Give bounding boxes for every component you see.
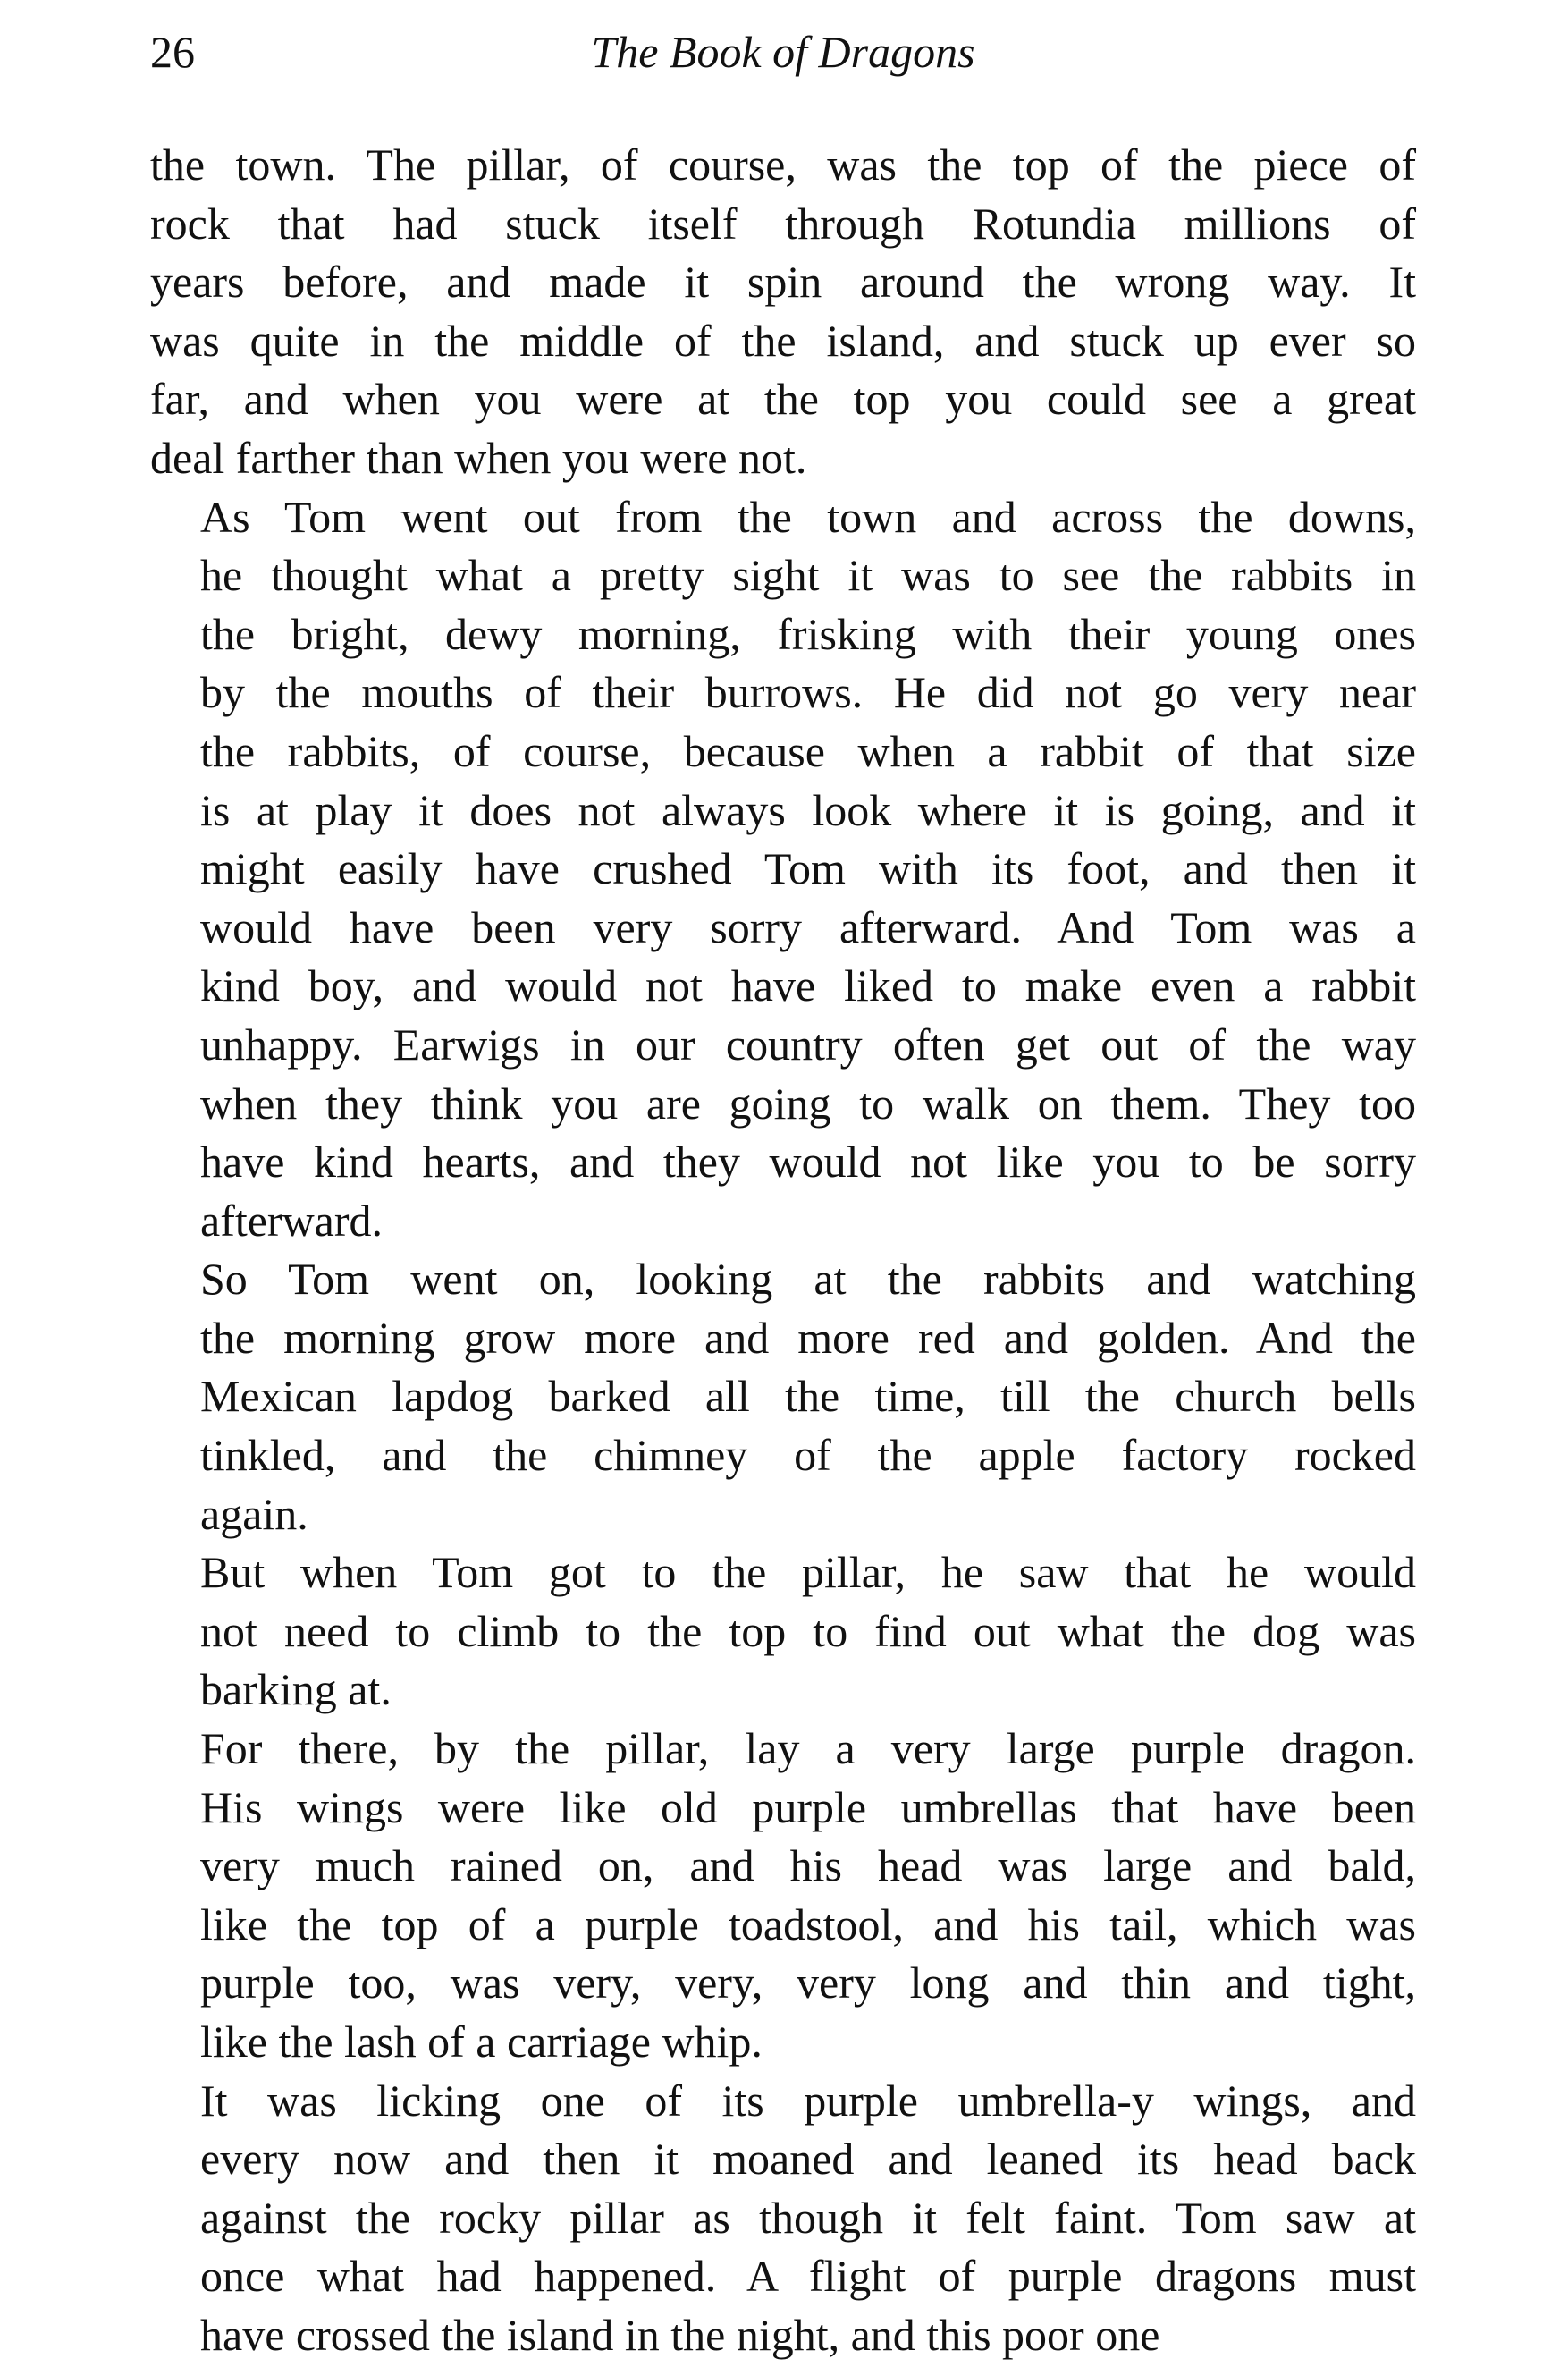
- text-line: he thought what a pretty sight it was to see the rabbits in: [200, 550, 1416, 601]
- text-line: have crossed the island in the night, and this poor one: [200, 2309, 1160, 2360]
- paragraph: [150, 488, 1416, 1251]
- text-line: It was licking one of its purple umbrella-y wings, and: [200, 2075, 1416, 2126]
- text-line: like the top of a purple toadstool, and his tail, which was: [200, 1898, 1416, 1949]
- running-head: [150, 18, 1416, 86]
- text-line: have kind hearts, and they would not like you to be sorry: [200, 1137, 1416, 1188]
- paragraph: [150, 2072, 1416, 2365]
- text-line: afterward.: [200, 1195, 384, 1246]
- paragraph: [150, 1543, 1416, 1720]
- text-line: deal farther than when you were not.: [150, 432, 807, 483]
- paragraph: [150, 136, 1416, 488]
- text-line: very much rained on, and his head was large and bald,: [200, 1840, 1416, 1891]
- text-line: His wings were like old purple umbrellas that have been: [200, 1781, 1416, 1832]
- text-line: is at play it does not always look where it is going, and it: [200, 784, 1416, 835]
- text-line: But when Tom got to the pillar, he saw that he would: [200, 1547, 1416, 1598]
- body-text: [150, 136, 1416, 2365]
- text-line: Mexican lapdog barked all the time, till the church bells: [200, 1371, 1416, 1422]
- text-line: unhappy. Earwigs in our country often get out of the way: [200, 1019, 1416, 1070]
- text-line: would have been very sorry afterward. And Tom was a: [200, 901, 1416, 952]
- text-line: barking at.: [200, 1664, 392, 1715]
- text-line: years before, and made it spin around the wrong way. It: [150, 257, 1416, 308]
- text-line: the town. The pillar, of course, was the top of the piece of: [150, 140, 1416, 190]
- book-title: The Book of Dragons: [591, 27, 975, 77]
- text-line: like the lash of a carriage whip.: [200, 2017, 763, 2067]
- text-line: every now and then it moaned and leaned its head back: [200, 2134, 1416, 2185]
- text-line: when they think you are going to walk on them. They too: [200, 1078, 1416, 1129]
- text-line: rock that had stuck itself through Rotundia millions of: [150, 198, 1416, 249]
- text-line: kind boy, and would not have liked to make even a rabbit: [200, 960, 1416, 1011]
- page-number: 26: [150, 27, 195, 77]
- text-line: might easily have crushed Tom with its foot, and then it: [200, 843, 1416, 894]
- text-line: not need to climb to the top to find out what the dog was: [200, 1605, 1416, 1656]
- book-page: [150, 18, 1416, 2365]
- text-line: was quite in the middle of the island, and stuck up ever so: [150, 315, 1416, 366]
- text-line: the rabbits, of course, because when a rabbit of that size: [200, 725, 1416, 776]
- text-line: by the mouths of their burrows. He did not go very near: [200, 667, 1416, 718]
- text-line: the bright, dewy morning, frisking with their young ones: [200, 608, 1416, 659]
- text-line: far, and when you were at the top you could see a great: [150, 374, 1416, 425]
- text-line: purple too, was very, very, very long and thin and tight,: [200, 1957, 1416, 2008]
- text-line: So Tom went on, looking at the rabbits and watching: [200, 1254, 1416, 1305]
- text-line: against the rocky pillar as though it felt faint. Tom saw at: [200, 2192, 1416, 2243]
- text-line: For there, by the pillar, lay a very large purple dragon.: [200, 1723, 1416, 1774]
- text-line: As Tom went out from the town and across the downs,: [200, 491, 1416, 542]
- text-line: tinkled, and the chimney of the apple factory rocked: [200, 1430, 1416, 1481]
- text-line: again.: [200, 1488, 308, 1539]
- text-line: once what had happened. A flight of purple dragons must: [200, 2251, 1416, 2302]
- paragraph: [150, 1250, 1416, 1543]
- text-line: the morning grow more and more red and golden. And the: [200, 1312, 1416, 1363]
- paragraph: [150, 1720, 1416, 2072]
